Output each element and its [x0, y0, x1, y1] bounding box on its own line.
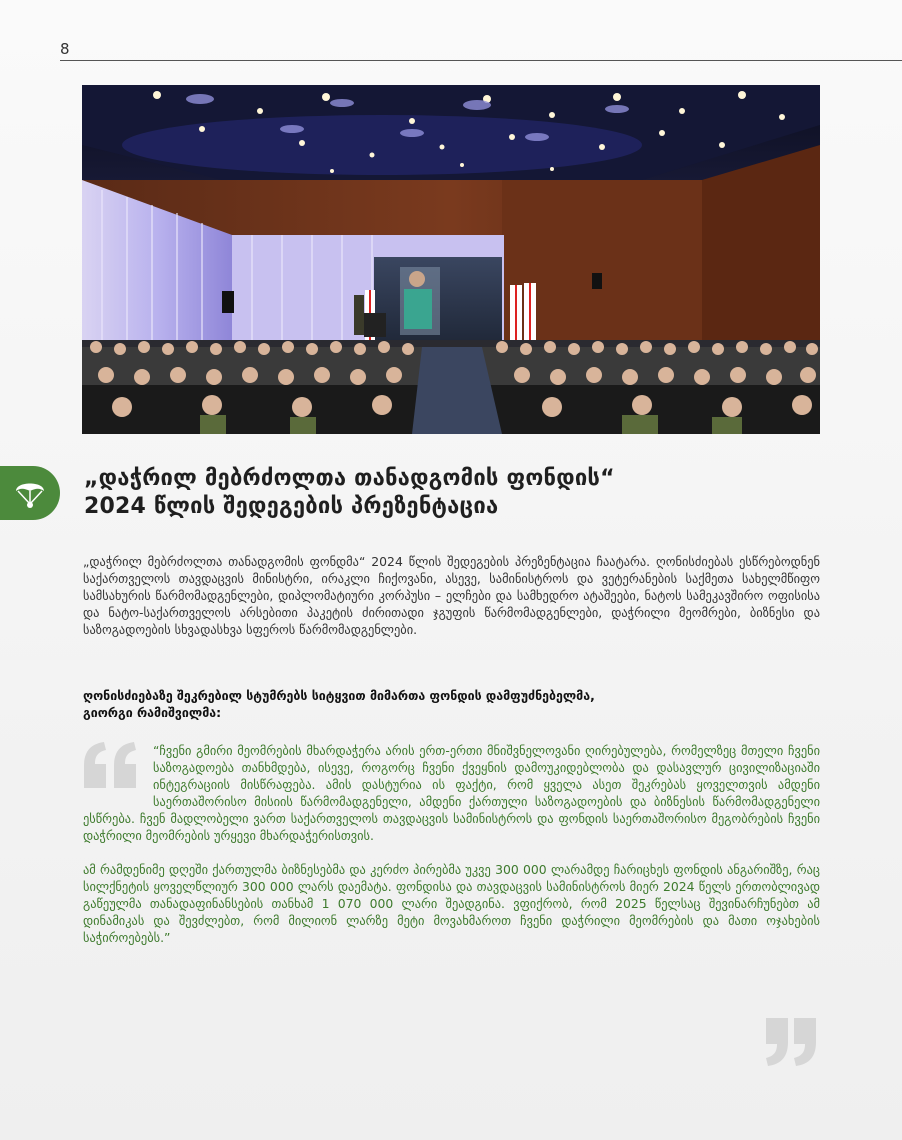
quote-paragraph-1: “ჩვენი გმირი მეომრების მხარდაჭერა არის ერთ-ერთი მნიშვნელოვანი ღირებულება, რომელზეც მთელი ჩვენი საზოგადოება თანხმდება, ისევე, როგორც ჩვენი ქვეყნის დამოუკიდებლობა და დასავლურ ცივილიზაციაში ინტეგრაციის მისწრაფება. ამის დასტურია ის ფაქტი, რომ ყველა ასეთ შეკრებას ყოველთვის ამდენი საერთაშორისო მისიის წარმომადგენელი, ამდენი ქართული საზოგადოების და ბიზნესის წარმომადგენელი ესწრება. ჩვენ მადლობელი ვართ საქართველოს თავდაცვის სამინისტროს და ფონდის საერთაშორისო მეგობრების ჩვენი დაჭრილი მეომრების ურყევი მხარდაჭერისთვის. — [83, 743, 820, 843]
founder-quote — [83, 742, 820, 946]
speaker-lead-in — [83, 687, 820, 721]
event-photo-illustration — [82, 85, 820, 434]
page-number: 8 — [60, 40, 70, 58]
article-headline — [84, 465, 824, 521]
intro-paragraph: „დაჭრილ მებრძოლთა თანადგომის ფონდმა“ 2024 წლის შედეგების პრეზენტაცია ჩაატარა. ღონისძიებას ესწრებოდნენ საქართველოს თავდაცვის მინისტრი, ირაკლი ჩიქოვანი, ასევე, სამინისტროს და ვეტერანების საქმეთა სახელმწიფო სამსახურის წარმომადგენლები, დიპლომატიური კორპუსი – ელჩები და სამხედრო ატაშეები, ნატოს სამეკავშირო ოფისისა და ნატო-საქართველოს არსებითი პაკეტის ძირითადი ჯგუფის წარმომადგენლები, დაჭრილი მეომრები, ბიზნესი და საზოგადოების სხვადასხვა სფეროს წარმომადგენლები. — [83, 554, 820, 637]
close-quote-icon — [762, 1016, 820, 1068]
lead-in-line-2: გიორგი რამიშვილმა: — [83, 705, 222, 720]
headline-line-1: „დაჭრილ მებრძოლთა თანადგომის ფონდის“ — [84, 466, 615, 491]
quote-paragraph-2: ამ რამდენიმე დღეში ქართულმა ბიზნესებმა და კერძო პირებმა უკვე 300 000 ლარამდე ჩარიცხეს ფონდის ანგარიშზე, რაც სილქნეტის ყოველწლიურ 300 000 ლარს დაემატა. ფონდისა და თავდაცვის სამინისტროს მიერ 2024 წელს ერთობლივად გაწეულმა თანადაფინანსების თანხამ 1 070 000 ლარი შეადგინა. ვფიქრობ, რომ 2025 წელსაც შევინარჩუნებთ ამ დინამიკას და შევძლებთ, რომ მილიონ ლარზე მეტი მოვახმაროთ ჩვენი დაჭრილი მეომრების და მათი ოჯახების საჭიროებებს.” — [83, 862, 820, 945]
section-tab — [0, 466, 60, 520]
lead-in-line-1: ღონისძიებაზე შეკრებილ სტუმრებს სიტყვით მიმართა ფონდის დამფუძნებელმა, — [83, 688, 595, 703]
top-divider — [60, 60, 902, 61]
parachute-icon — [14, 476, 46, 514]
event-photo — [82, 85, 820, 434]
headline-line-2: 2024 წლის შედეგების პრეზენტაცია — [84, 494, 499, 519]
